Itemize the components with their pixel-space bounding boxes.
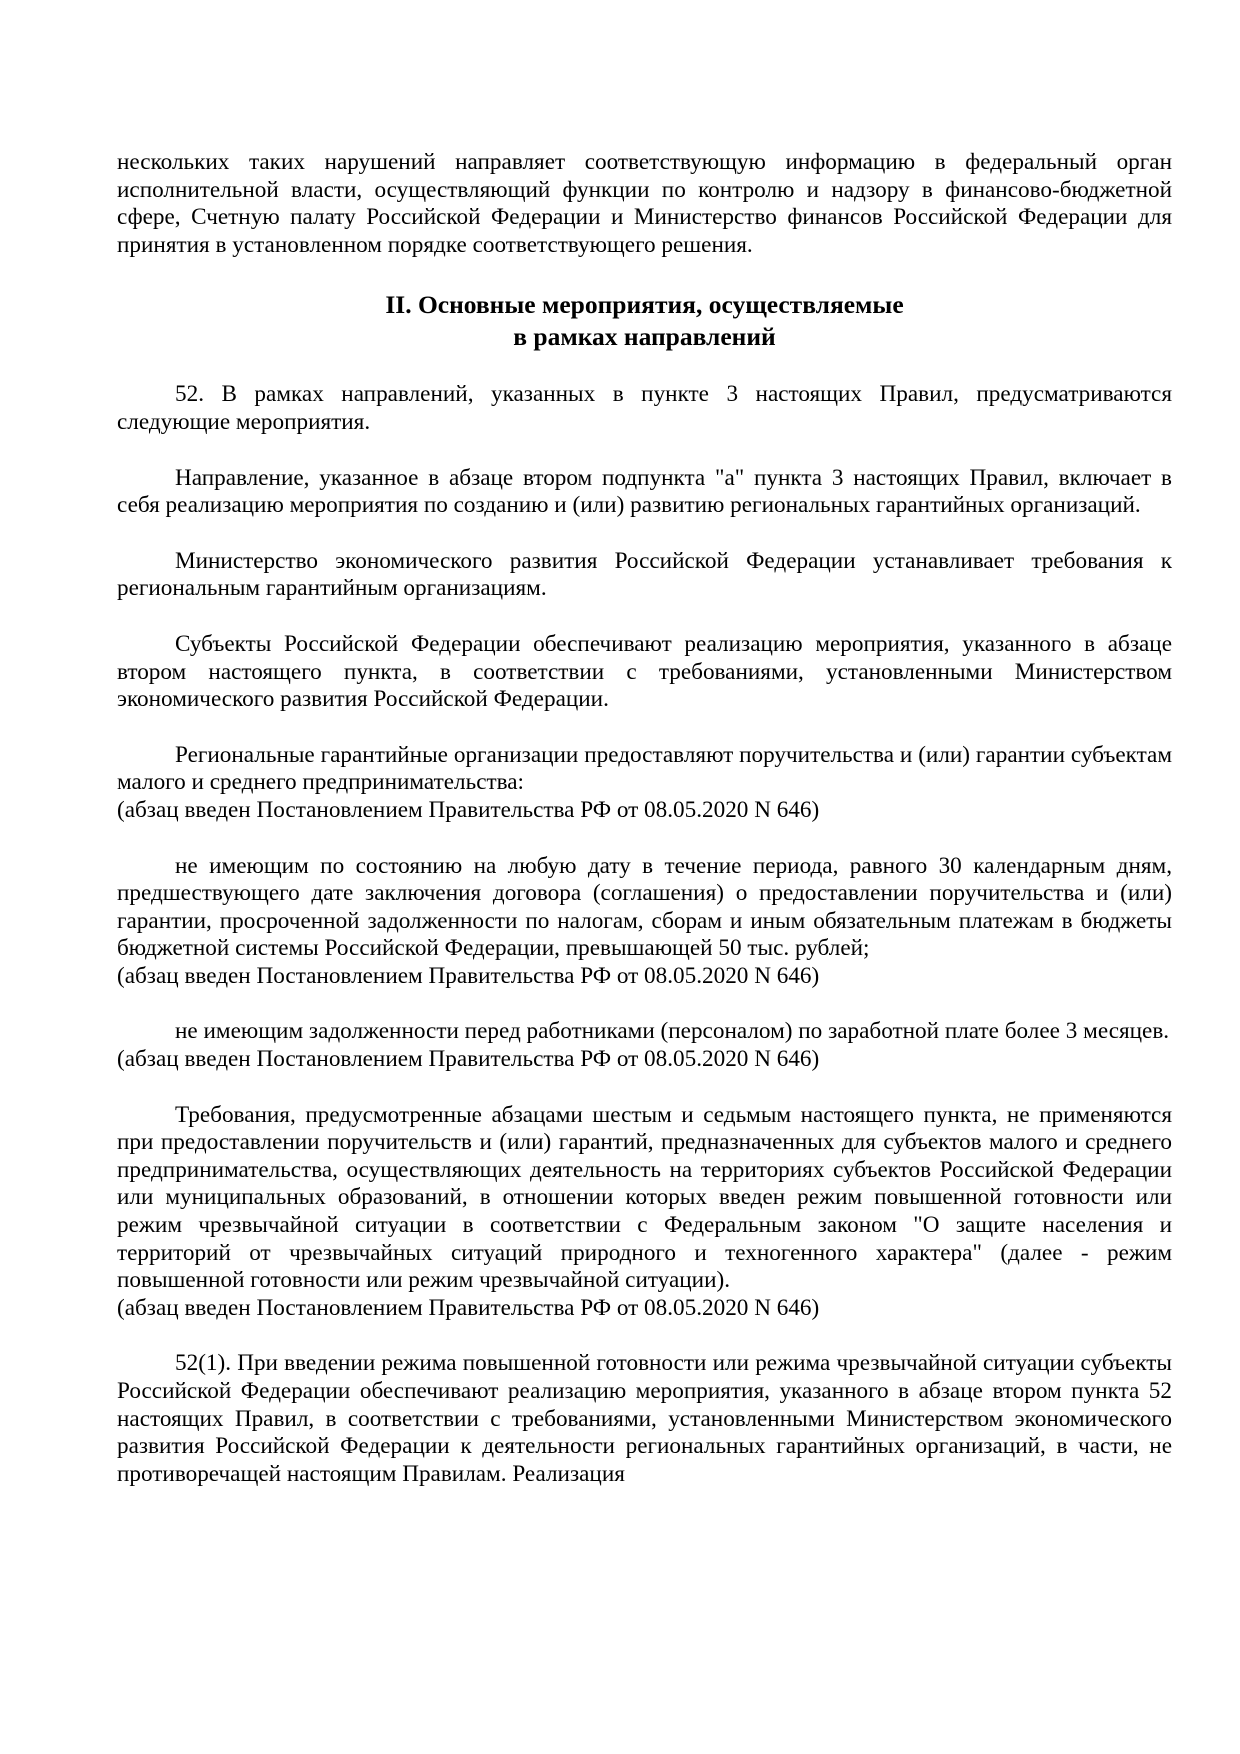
paragraph: Министерство экономического развития Российской Федерации устанавливает требования к региональным гарантийным организациям. bbox=[117, 547, 1172, 602]
amendment-note: (абзац введен Постановлением Правительства РФ от 08.05.2020 N 646) bbox=[117, 1294, 820, 1321]
paragraph: не имеющим по состоянию на любую дату в течение периода, равного 30 календарным дням, предшествующего дате заключения договора (соглашения) о предоставлении поручительства и (или) гарантии, просроченной задолженности по налогам, сборам и иным обязательным платежам в бюджеты бюджетной системы Российской Федерации, превышающей 50 тыс. рублей; bbox=[117, 852, 1172, 962]
paragraph: Направление, указанное в абзаце втором подпункта "а" пункта 3 настоящих Правил, включает в себя реализацию мероприятия по созданию и (или) развитию региональных гарантийных организаций. bbox=[117, 464, 1172, 519]
amendment-note: (абзац введен Постановлением Правительства РФ от 08.05.2020 N 646) bbox=[117, 962, 820, 989]
section-heading-line2: в рамках направлений bbox=[513, 322, 776, 352]
paragraph-52: 52. В рамках направлений, указанных в пункте 3 настоящих Правил, предусматриваются следующие мероприятия. bbox=[117, 381, 1172, 435]
document-page bbox=[117, 149, 1172, 1488]
paragraph-52-1: 52(1). При введении режима повышенной готовности или режима чрезвычайной ситуации субъекты Российской Федерации обеспечивают реализацию мероприятия, указанного в абзаце втором пункта 52 настоящих Правил, в соответствии с требованиями, установленными Министерством экономического развития Российской Федерации к деятельности региональных гарантийных организаций, в части, не противоречащей настоящим Правилам. Реализация bbox=[117, 1350, 1172, 1487]
paragraph: Требования, предусмотренные абзацами шестым и седьмым настоящего пункта, не применяются при предоставлении поручительств и (или) гарантий, предназначенных для субъектов малого и среднего предпринимательства, осуществляющих деятельность на территориях субъектов Российской Федерации или муниципальных образований, в отношении которых введен режим повышенной готовности или режим чрезвычайной ситуации в соответствии с Федеральным законом "О защите населения и территорий от чрезвычайных ситуаций природного и техногенного характера" (далее - режим повышенной готовности или режим чрезвычайной ситуации). bbox=[117, 1101, 1172, 1294]
amendment-note: (абзац введен Постановлением Правительства РФ от 08.05.2020 N 646) bbox=[117, 796, 820, 823]
section-heading-line1: II. Основные мероприятия, осуществляемые bbox=[385, 290, 904, 320]
paragraph: не имеющим задолженности перед работниками (персоналом) по заработной плате более 3 месяцев. bbox=[175, 1018, 1170, 1045]
section-heading bbox=[117, 289, 1172, 353]
amendment-note: (абзац введен Постановлением Правительства РФ от 08.05.2020 N 646) bbox=[117, 1046, 820, 1073]
intro-paragraph: нескольких таких нарушений направляет соответствующую информацию в федеральный орган исполнительной власти, осуществляющий функции по контролю и надзору в финансово-бюджетной сфере, Счетную палату Российской Федерации и Министерство финансов Российской Федерации для принятия в установленном порядке соответствующего решения. bbox=[117, 149, 1172, 258]
paragraph: Региональные гарантийные организации предоставляют поручительства и (или) гарантии субъектам малого и среднего предпринимательства: bbox=[117, 741, 1172, 796]
paragraph: Субъекты Российской Федерации обеспечивают реализацию мероприятия, указанного в абзаце втором настоящего пункта, в соответствии с требованиями, установленными Министерством экономического развития Российской Федерации. bbox=[117, 630, 1172, 713]
